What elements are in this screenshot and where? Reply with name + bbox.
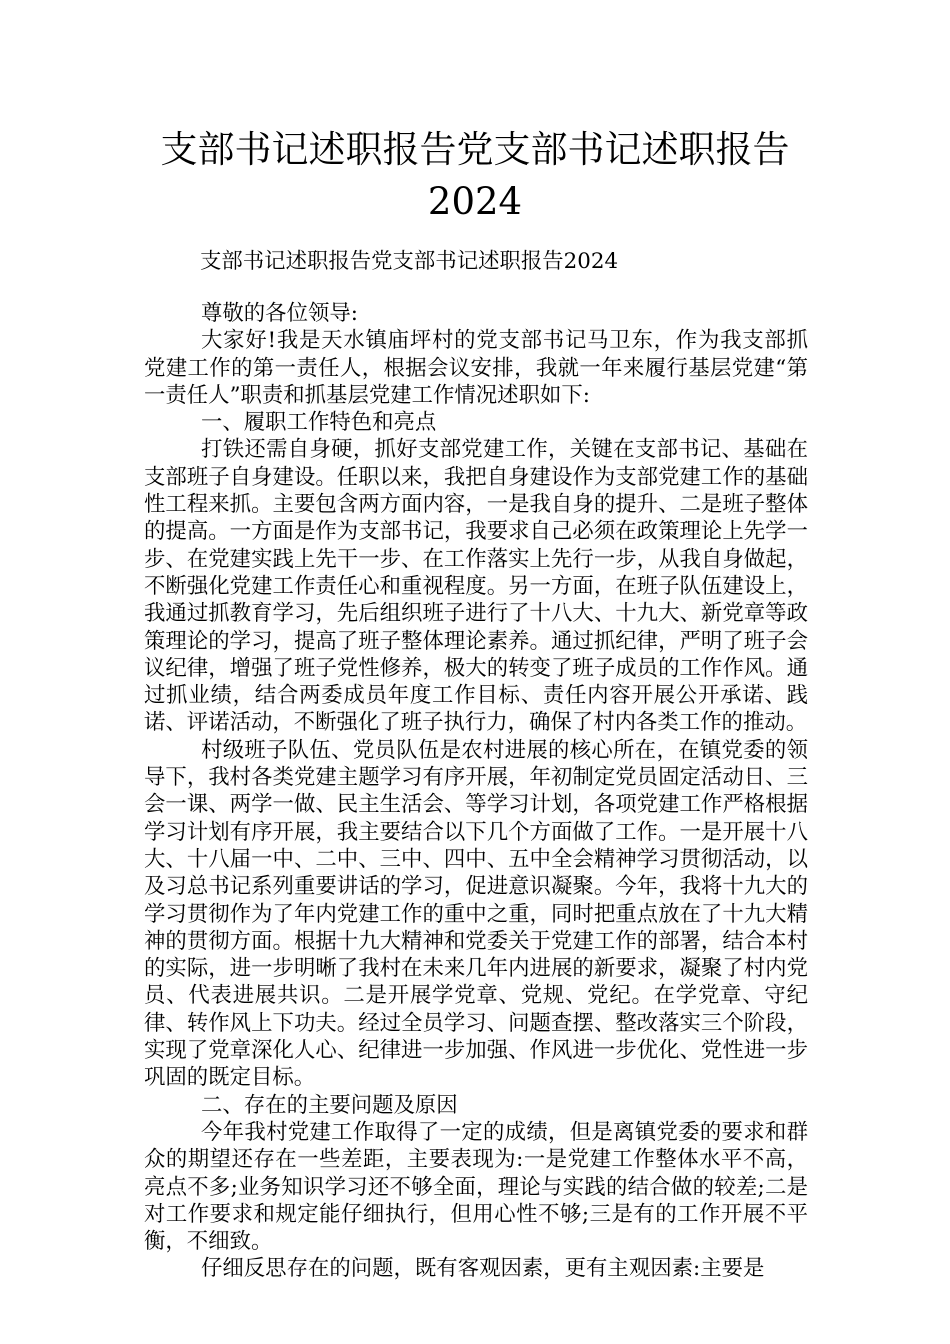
paragraph: 大家好!我是天水镇庙坪村的党支部书记马卫东，作为我支部抓党建工作的第一责任人，根据会议安排，我就一年来履行基层党建“第一责任人”职责和抓基层党建工作情况述职如下:	[144, 328, 808, 408]
document-title-line2: 2024	[427, 180, 523, 223]
section-heading: 二、存在的主要问题及原因	[201, 1092, 458, 1118]
document-title-line1: 支部书记述职报告党支部书记述职报告	[160, 128, 790, 171]
paragraph: 今年我村党建工作取得了一定的成绩，但是离镇党委的要求和群众的期望还存在一些差距，主要表现为:一是党建工作整体水平不高，亮点不多;业务知识学习还不够全面，理论与实践的结合做的较差;二是对工作要求和规定能仔细执行，但用心性不够;三是有的工作开展不平衡，不细致。	[144, 1119, 808, 1255]
document-subtitle: 支部书记述职报告党支部书记述职报告2024	[200, 249, 619, 274]
document-body	[144, 300, 808, 1283]
paragraph: 打铁还需自身硬，抓好支部党建工作，关键在支部书记、基础在支部班子自身建设。任职以来，我把自身建设作为支部党建工作的基础性工程来抓。主要包含两方面内容，一是我自身的提升、二是班子整体的提高。一方面是作为支部书记，我要求自己必须在政策理论上先学一步、在党建实践上先干一步、在工作落实上先行一步，从我自身做起，不断强化党建工作责任心和重视程度。另一方面，在班子队伍建设上，我通过抓教育学习，先后组织班子进行了十八大、十九大、新党章等政策理论的学习，提高了班子整体理论素养。通过抓纪律，严明了班子会议纪律，增强了班子党性修养，极大的转变了班子成员的工作作风。通过抓业绩，结合两委成员年度工作目标、责任内容开展公开承诺、践诺、评诺活动，不断强化了班子执行力，确保了村内各类工作的推动。	[144, 437, 808, 736]
paragraph: 村级班子队伍、党员队伍是农村进展的核心所在，在镇党委的领导下，我村各类党建主题学习有序开展，年初制定党员固定活动日、三会一课、两学一做、民主生活会、等学习计划，各项党建工作严格根据学习计划有序开展，我主要结合以下几个方面做了工作。一是开展十八大、十八届一中、二中、三中、四中、五中全会精神学习贯彻活动，以及习总书记系列重要讲话的学习，促进意识凝聚。今年，我将十九大的学习贯彻作为了年内党建工作的重中之重，同时把重点放在了十九大精神的贯彻方面。根据十九大精神和党委关于党建工作的部署，结合本村的实际，进一步明晰了我村在未来几年内进展的新要求，凝聚了村内党员、代表进展共识。二是开展学党章、党规、党纪。在学党章、守纪律、转作风上下功夫。经过全员学习、问题查摆、整改落实三个阶段，实现了党章深化人心、纪律进一步加强、作风进一步优化、党性进一步巩固的既定目标。	[144, 737, 808, 1091]
salutation: 尊敬的各位领导:	[201, 301, 358, 326]
paragraph: 仔细反思存在的问题，既有客观因素，更有主观因素:主要是	[201, 1256, 765, 1282]
section-heading: 一、履职工作特色和亮点	[201, 410, 437, 436]
